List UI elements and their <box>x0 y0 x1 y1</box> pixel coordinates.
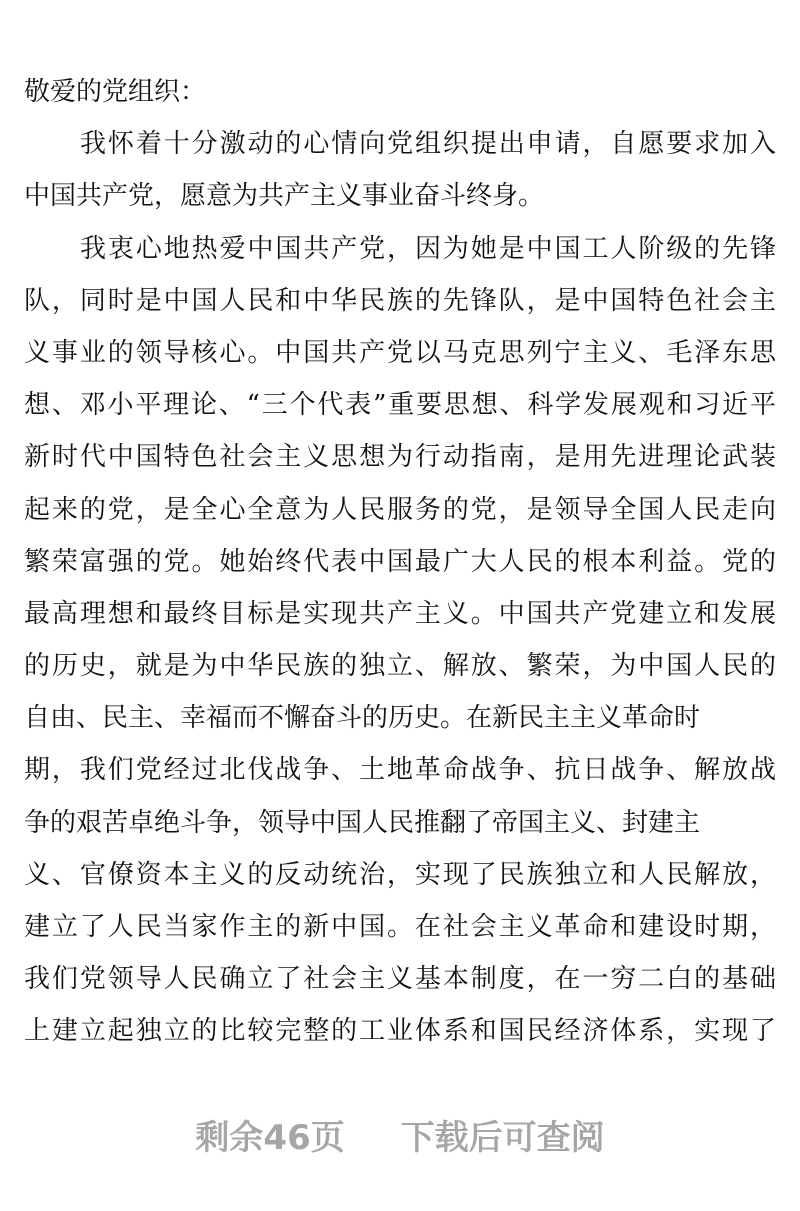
text-line: 自由、民主、幸福而不懈奋斗的历史。在新民主主义革命时 <box>24 703 701 734</box>
text-line: 繁荣富强的党。她始终代表中国最广大人民的根本利益。党的 <box>24 546 776 577</box>
download-to-view-link[interactable]: 下载后可查阅 <box>400 1118 605 1158</box>
document-body <box>24 66 776 1058</box>
text-line: 中国共产党，愿意为共产主义事业奋斗终身。 <box>24 181 545 212</box>
preview-footer <box>0 1110 800 1159</box>
remaining-pages-label: 剩余46页 <box>195 1118 345 1158</box>
text-line: 新时代中国特色社会主义思想为行动指南，是用先进理论武装 <box>24 442 776 473</box>
text-line: 我怀着十分激动的心情向党组织提出申请，自愿要求加入 <box>80 129 776 160</box>
text-line: 想、邓小平理论、“三个代表”重要思想、科学发展观和习近平 <box>24 390 776 421</box>
text-line: 义、官僚资本主义的反动统治，实现了民族独立和人民解放， <box>24 859 776 890</box>
text-line: 我衷心地热爱中国共产党，因为她是中国工人阶级的先锋 <box>80 233 776 264</box>
text-line: 的历史，就是为中华民族的独立、解放、繁荣，为中国人民的 <box>24 651 776 682</box>
text-line: 争的艰苦卓绝斗争，领导中国人民推翻了帝国主义、封建主 <box>24 807 701 838</box>
text-line: 上建立起独立的比较完整的工业体系和国民经济体系，实现了 <box>24 1016 776 1047</box>
text-line: 期，我们党经过北伐战争、土地革命战争、抗日战争、解放战 <box>24 755 776 786</box>
text-line: 我们党领导人民确立了社会主义基本制度，在一穷二白的基础 <box>24 964 776 995</box>
salutation: 敬爱的党组织： <box>24 77 207 107</box>
text-line: 建立了人民当家作主的新中国。在社会主义革命和建设时期， <box>24 912 776 942</box>
text-line: 起来的党，是全心全意为人民服务的党，是领导全国人民走向 <box>24 494 776 525</box>
text-line: 义事业的领导核心。中国共产党以马克思列宁主义、毛泽东思 <box>24 337 776 368</box>
text-line: 最高理想和最终目标是实现共产主义。中国共产党建立和发展 <box>24 598 776 629</box>
text-line: 队，同时是中国人民和中华民族的先锋队，是中国特色社会主 <box>24 285 776 316</box>
